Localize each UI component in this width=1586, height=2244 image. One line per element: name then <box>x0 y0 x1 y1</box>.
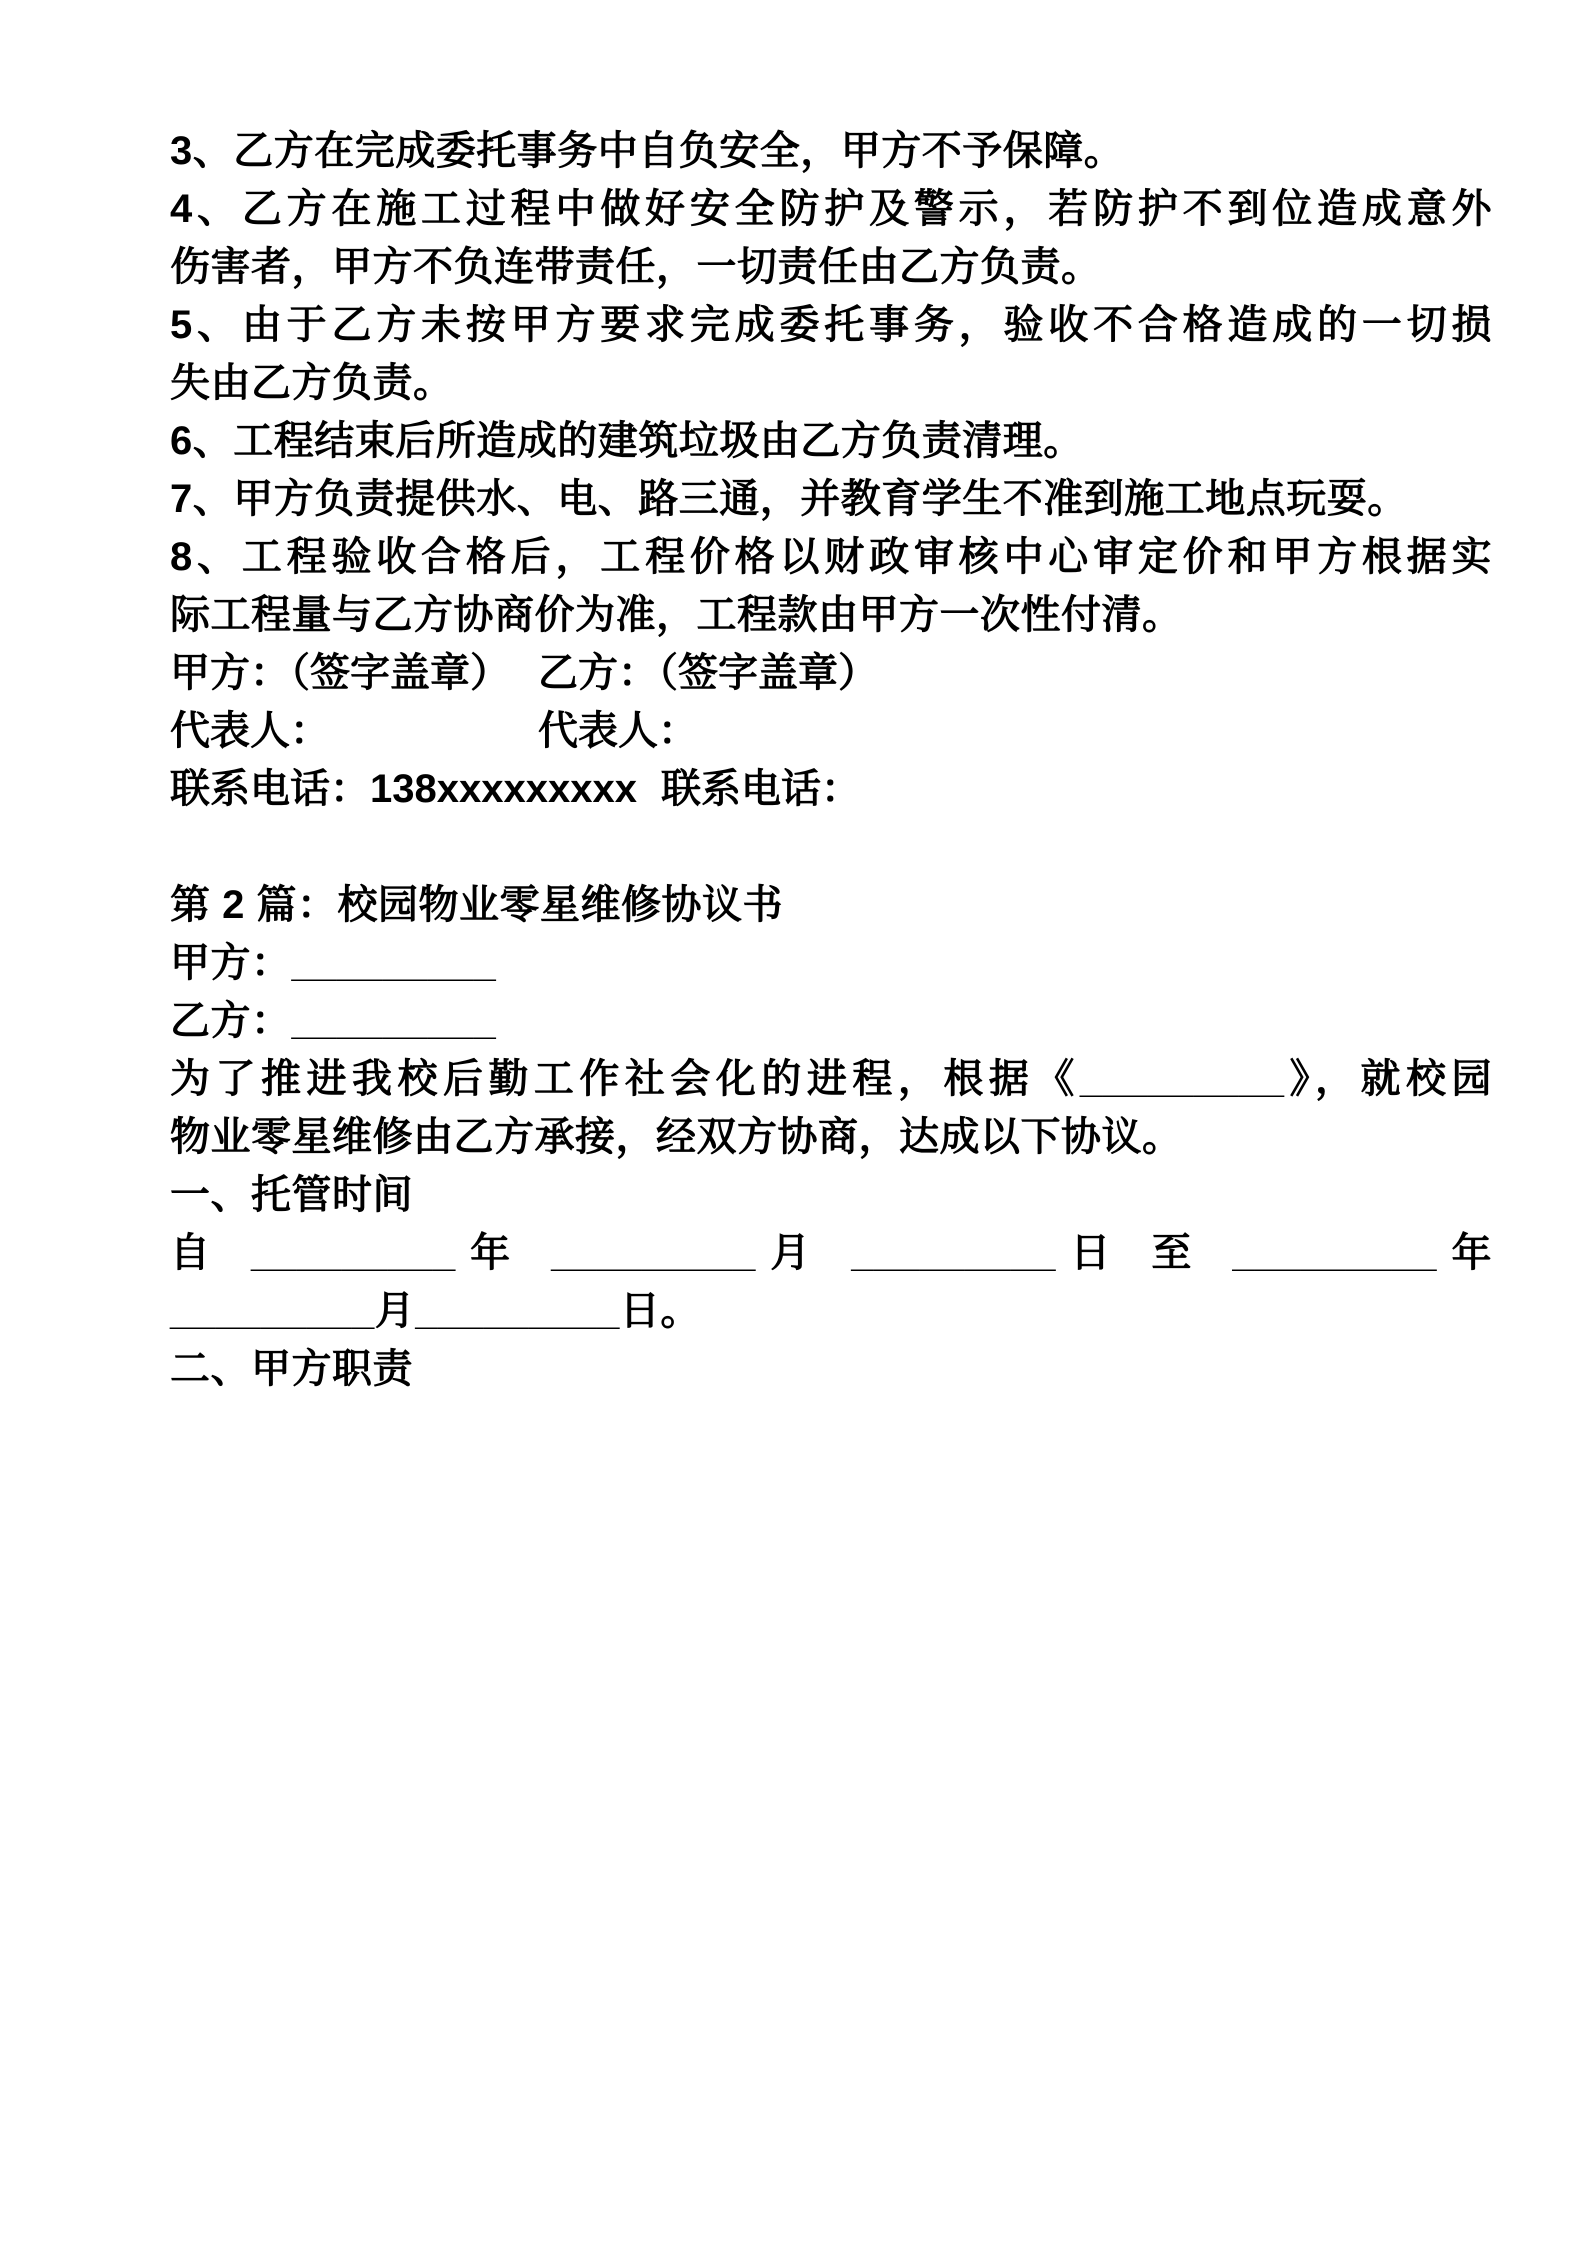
section-2-intro-line: 为了推进我校后勤工作社会化的进程，根据《_________》，就校园 <box>170 1057 1492 1101</box>
signature-row <box>170 644 1492 702</box>
contract-clause-line: 际工程量与乙方协商价为准，工程款由甲方一次性付清。 <box>170 593 1183 637</box>
party-a-blank-line: 甲方：_________ <box>170 941 497 985</box>
contract-clause-line: 5、由于乙方未按甲方要求完成委托事务，验收不合格造成的一切损 <box>170 303 1492 347</box>
clause-heading-custody-time: 一、托管时间 <box>170 1173 413 1217</box>
contract-clause-line: 失由乙方负责。 <box>170 361 454 405</box>
party-b-blank-line: 乙方：_________ <box>170 999 497 1043</box>
contract-clause-line: 伤害者，甲方不负连带责任，一切责任由乙方负责。 <box>170 245 1102 289</box>
contract-clause-line: 6、工程结束后所造成的建筑垃圾由乙方负责清理。 <box>170 419 1084 463</box>
custody-period-line: 自 _________年 _________月 _________日 至 _________年 <box>170 1231 1492 1275</box>
contract-clause-line: 7、甲方负责提供水、电、路三通，并教育学生不准到施工地点玩耍。 <box>170 477 1408 521</box>
party-b-phone-label: 联系电话： <box>660 767 861 811</box>
party-a-signature-label: 甲方：（签字盖章） <box>170 651 510 695</box>
party-b-signature-label: 乙方：（签字盖章） <box>538 651 878 695</box>
contract-clause-line: 4、乙方在施工过程中做好安全防护及警示，若防护不到位造成意外 <box>170 187 1492 231</box>
party-a-phone-label: 联系电话：138xxxxxxxxx <box>170 767 637 811</box>
party-b-representative-label: 代表人： <box>538 709 698 753</box>
signature-row <box>170 760 1492 818</box>
custody-period-line: _________月_________日。 <box>170 1289 701 1333</box>
contract-clause-line: 8、工程验收合格后，工程价格以财政审核中心审定价和甲方根据实 <box>170 535 1492 579</box>
clause-heading-party-a-duties: 二、甲方职责 <box>170 1347 413 1391</box>
party-a-representative-label: 代表人： <box>170 709 330 753</box>
section-2-title: 第 2 篇：校园物业零星维修协议书 <box>170 883 783 927</box>
signature-row <box>170 702 1492 760</box>
document-body <box>170 122 1492 1398</box>
section-2-intro-line: 物业零星维修由乙方承接，经双方协商，达成以下协议。 <box>170 1115 1183 1159</box>
contract-clause-line: 3、乙方在完成委托事务中自负安全，甲方不予保障。 <box>170 129 1125 173</box>
